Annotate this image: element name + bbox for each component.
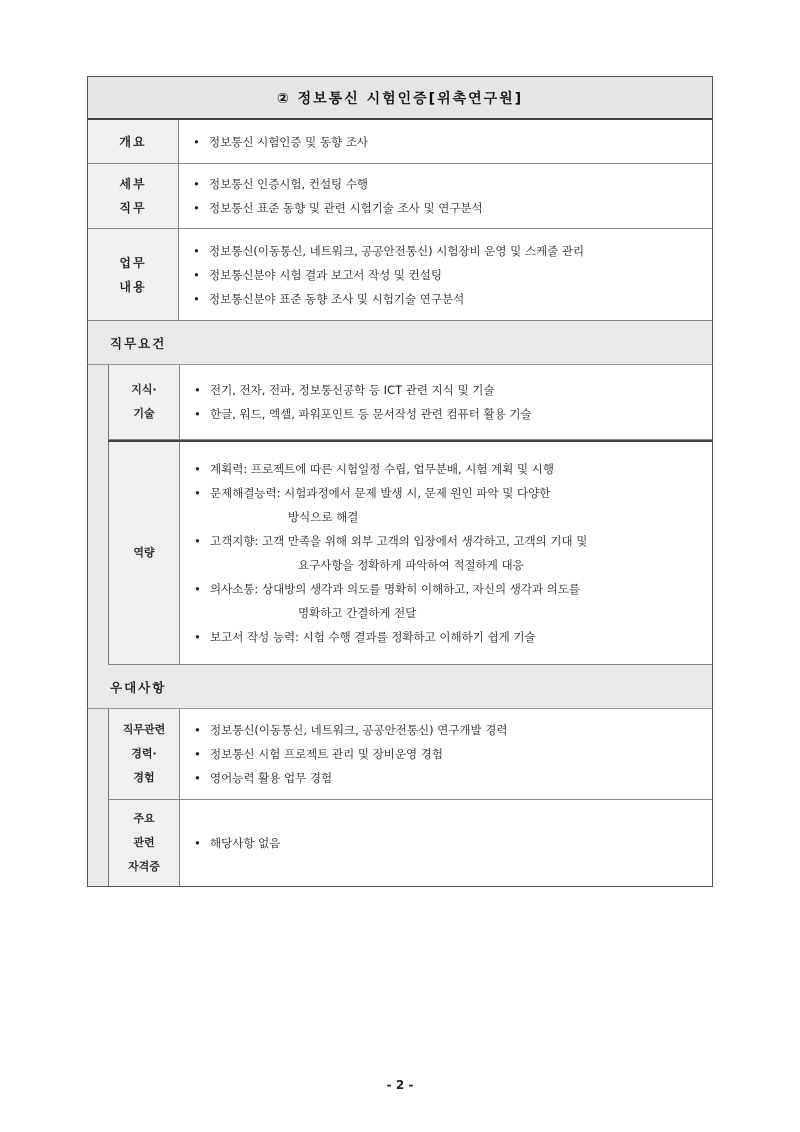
list-item: • 의사소통: 상대방의 생각과 의도를 명확히 이해하고, 자신의 생각과 의도를 명확하고 간결하게 전달 — [188, 577, 704, 625]
list-item: • 정보통신 시험 프로젝트 관리 및 장비운영 경험 — [188, 742, 704, 766]
list-item: • 정보통신 표준 동향 및 관련 시험기술 조사 및 연구분석 — [187, 196, 704, 220]
knowledge-label: 지식· 기술 — [109, 365, 180, 439]
list-item: • 문제해결능력: 시험과정에서 문제 발생 시, 문제 원인 파악 및 다양한 방식으로 해결 — [188, 481, 704, 529]
list-item: • 정보통신분야 시험 결과 보고서 작성 및 컨설팅 — [187, 263, 704, 287]
work-row — [87, 229, 713, 321]
list-item: • 정보통신 시험인증 및 동향 조사 — [187, 130, 704, 154]
preferences-block — [87, 709, 713, 887]
list-item: • 한글, 워드, 엑셀, 파워포인트 등 문서작성 관련 컴퓨터 활용 기술 — [188, 402, 704, 426]
competency-row — [108, 442, 712, 665]
list-item: • 계획력: 프로젝트에 따른 시험일정 수립, 업무분배, 시험 계획 및 시행 — [188, 457, 704, 481]
duties-label: 세부 직무 — [88, 164, 179, 228]
certificates-row — [108, 800, 712, 886]
requirements-heading: 직무요건 — [87, 321, 713, 365]
experience-label: 직무관련 경력· 경험 — [109, 709, 180, 799]
list-item: • 정보통신 인증시험, 컨설팅 수행 — [187, 172, 704, 196]
work-label: 업무 내용 — [88, 229, 179, 320]
list-item: • 전기, 전자, 전파, 정보통신공학 등 ICT 관련 지식 및 기술 — [188, 378, 704, 402]
list-item: • 정보통신분야 표준 동향 조사 및 시험기술 연구분석 — [187, 287, 704, 311]
list-item: • 정보통신(이동통신, 네트워크, 공공안전통신) 연구개발 경력 — [188, 718, 704, 742]
knowledge-row — [108, 365, 712, 440]
list-item: • 정보통신(이동통신, 네트워크, 공공안전통신) 시험장비 운영 및 스케줄 관리 — [187, 239, 704, 263]
list-item: • 보고서 작성 능력: 시험 수행 결과를 정확하고 이해하기 쉽게 기술 — [188, 625, 704, 649]
page-number: - 2 - — [386, 1078, 414, 1092]
overview-row — [87, 120, 713, 164]
preferences-heading: 우대사항 — [87, 665, 713, 709]
job-description-table — [87, 76, 713, 887]
experience-row — [108, 709, 712, 800]
duties-row — [87, 164, 713, 229]
requirements-block — [87, 365, 713, 665]
overview-label: 개요 — [88, 120, 179, 163]
list-item: • 해당사항 없음 — [188, 831, 704, 855]
page-title: ② 정보통신 시험인증[위촉연구원] — [87, 76, 713, 120]
certificates-label: 주요 관련 자격증 — [109, 800, 180, 886]
competency-label: 역량 — [109, 442, 180, 664]
list-item: • 영어능력 활용 업무 경험 — [188, 766, 704, 790]
list-item: • 고객지향: 고객 만족을 위해 외부 고객의 입장에서 생각하고, 고객의 기대 및 요구사항을 정확하게 파악하여 적절하게 대응 — [188, 529, 704, 577]
